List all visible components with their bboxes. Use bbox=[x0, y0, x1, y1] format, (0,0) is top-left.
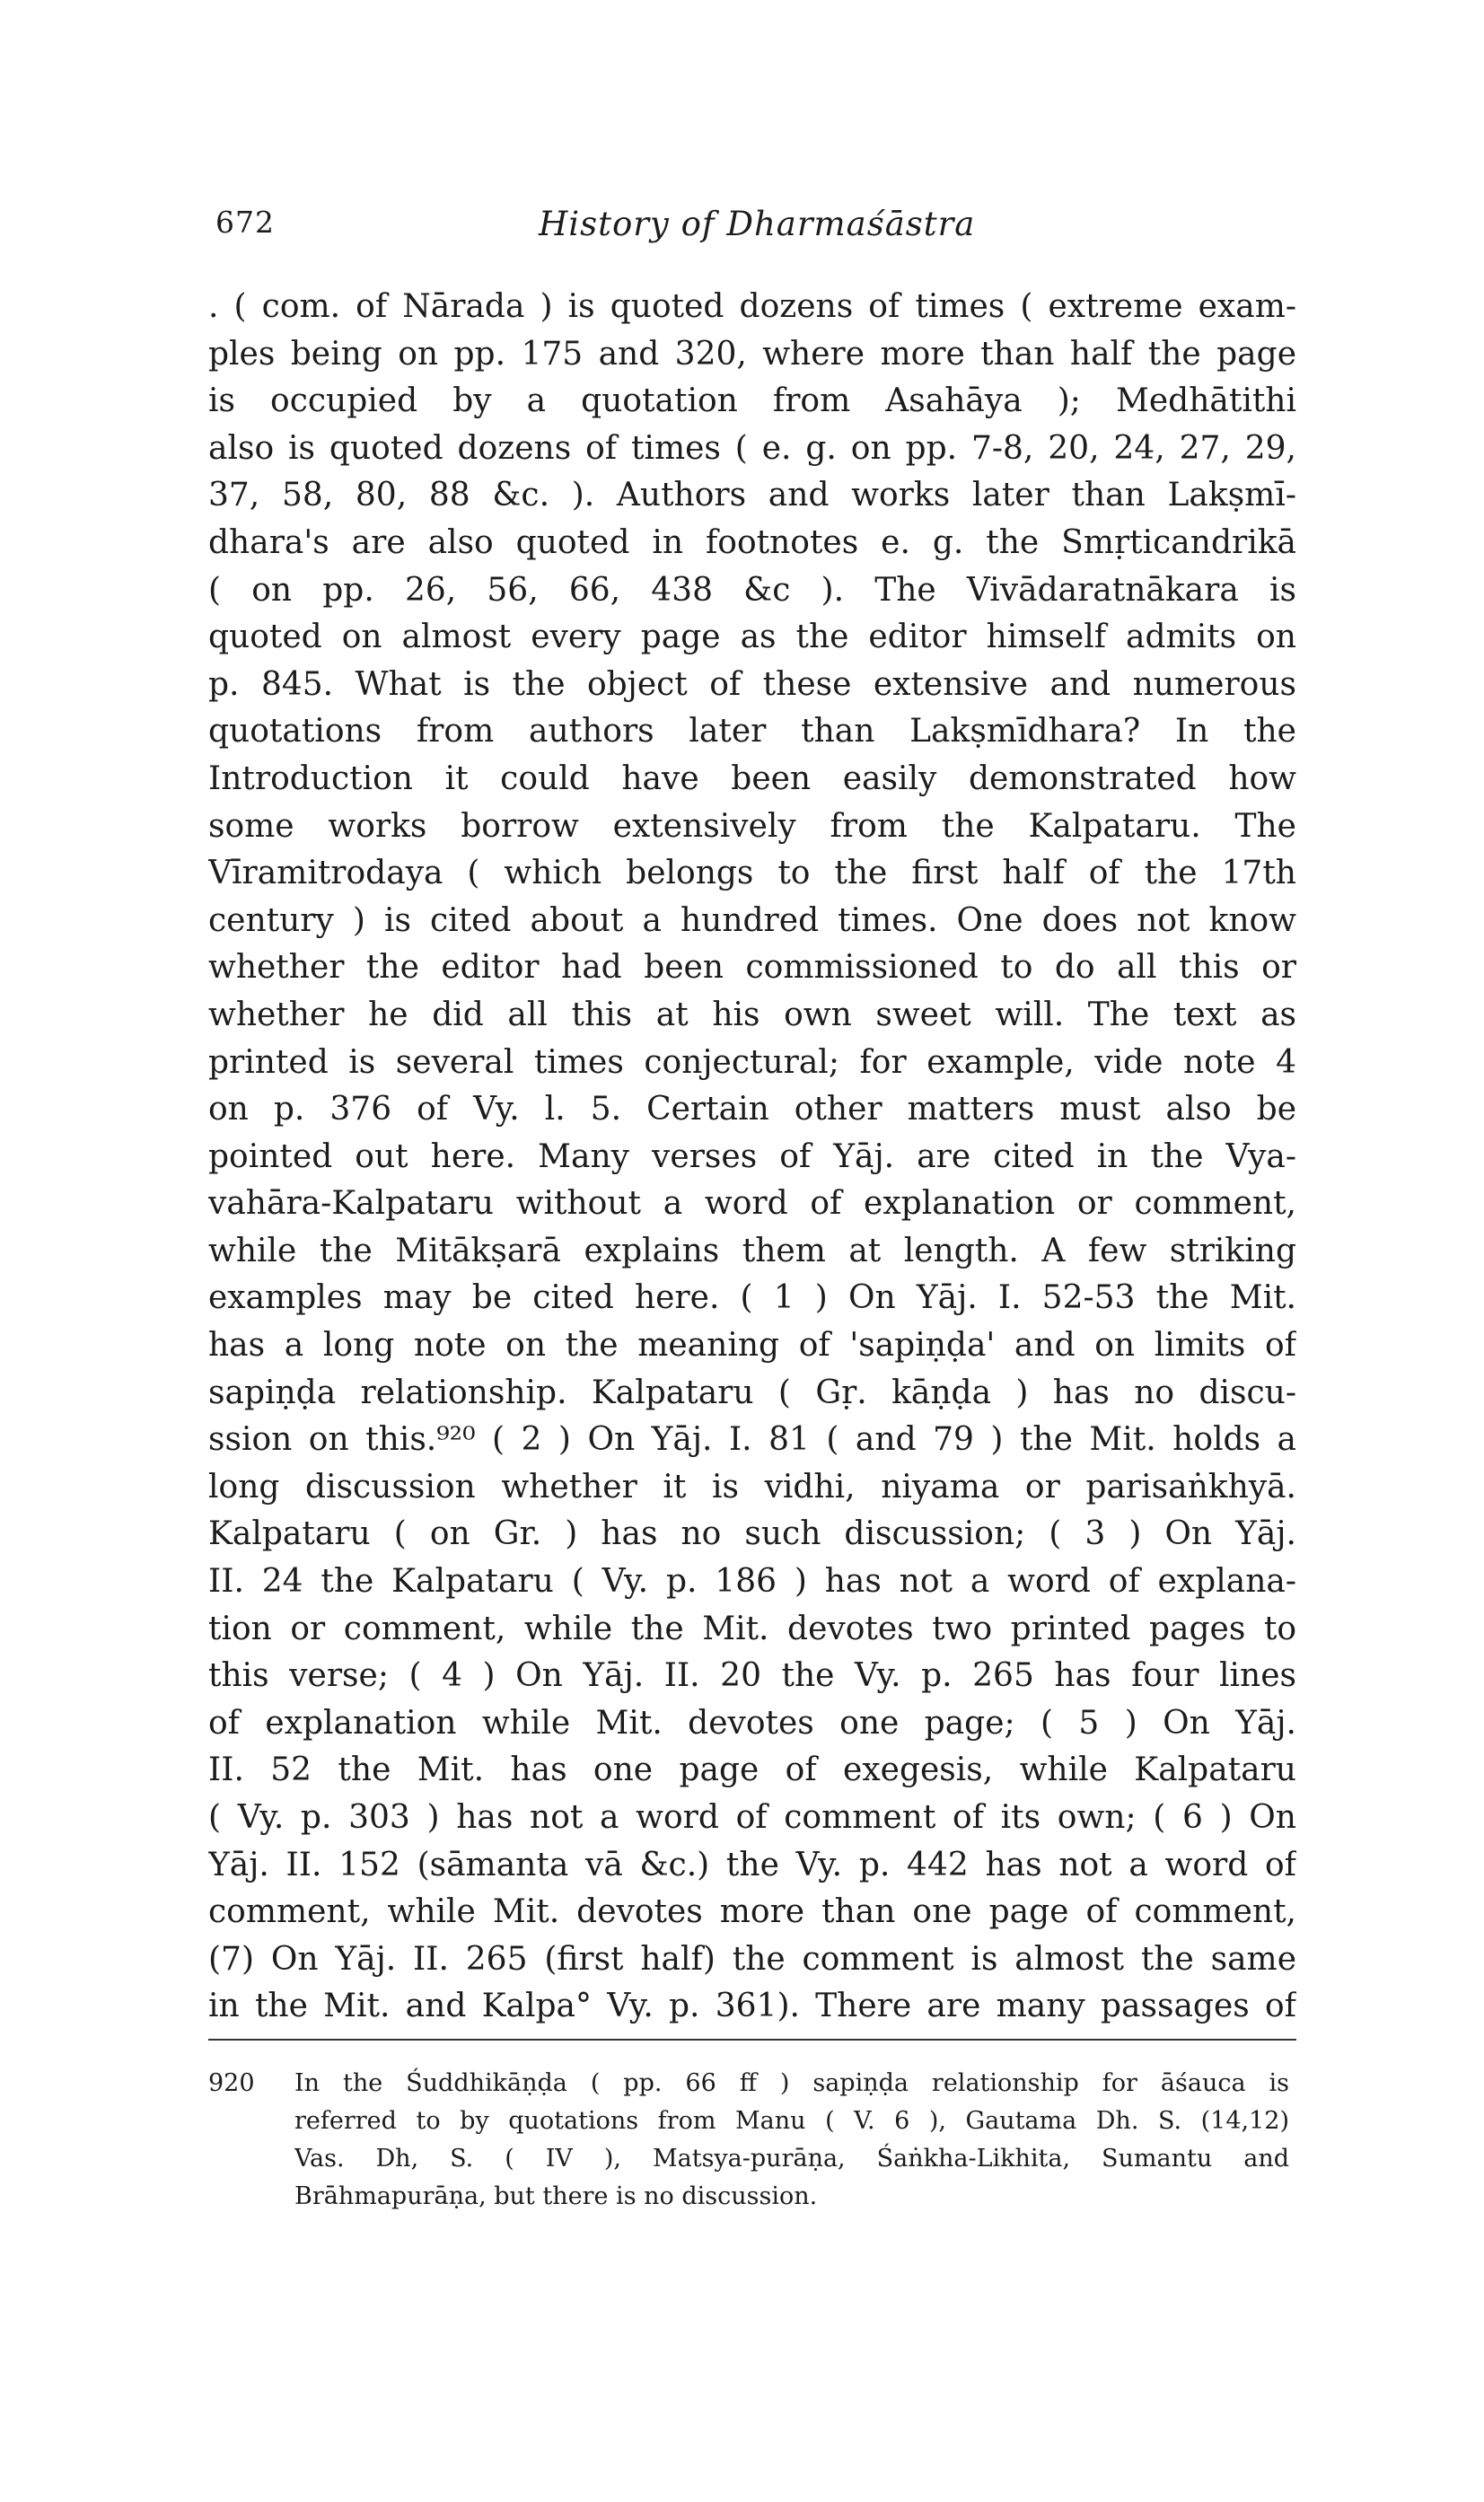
footnote-line: Brāhmapurāṇa, but there is no discussion. bbox=[294, 2182, 818, 2210]
footnote-line: referred to by quotations from Manu ( V. 6 ), Gautama Dh. S. (14,12) bbox=[294, 2107, 1289, 2135]
text-line: while the Mitākṣarā explains them at length. A few striking bbox=[208, 1232, 1296, 1269]
text-line: Yāj. II. 152 (sāmanta vā &c.) the Vy. p. 442 has not a word of bbox=[208, 1846, 1296, 1883]
page-number: 672 bbox=[215, 205, 275, 240]
footnote-line: In the Śuddhikāṇḍa ( pp. 66 ff ) sapiṇḍa relationship for āśauca is bbox=[294, 2069, 1289, 2097]
text-line: on p. 376 of Vy. l. 5. Certain other matters must also be bbox=[208, 1091, 1296, 1128]
text-line: Introduction it could have been easily demonstrated how bbox=[208, 759, 1296, 797]
text-line: printed is several times conjectural; for example, vide note 4 bbox=[208, 1043, 1296, 1081]
text-line: some works borrow extensively from the Kalpataru. The bbox=[208, 807, 1296, 845]
text-line: is occupied by a quotation from Asahāya ); Medhātithi bbox=[208, 382, 1296, 420]
page-header bbox=[215, 205, 1284, 259]
text-line: quoted on almost every page as the editor himself admits on bbox=[208, 619, 1296, 656]
text-line: tion or comment, while the Mit. devotes two printed pages to bbox=[208, 1610, 1296, 1647]
text-line: ples being on pp. 175 and 320, where more than half the page bbox=[208, 335, 1296, 373]
text-line: comment, while Mit. devotes more than one page of comment, bbox=[208, 1893, 1296, 1931]
footnote-number: 920 bbox=[208, 2069, 255, 2097]
text-line: of explanation while Mit. devotes one page; ( 5 ) On Yāj. bbox=[208, 1704, 1296, 1742]
text-line: quotations from authors later than Lakṣmīdhara? In the bbox=[208, 713, 1296, 751]
text-line: Kalpataru ( on Gr. ) has no such discussion; ( 3 ) On Yāj. bbox=[208, 1515, 1296, 1553]
text-line: whether he did all this at his own sweet will. The text as bbox=[208, 996, 1296, 1033]
text-line: Vīramitrodaya ( which belongs to the first half of the 17th bbox=[208, 855, 1296, 892]
footnote-divider bbox=[208, 2039, 1296, 2041]
text-line: vahāra-Kalpataru without a word of explanation or comment, bbox=[208, 1185, 1296, 1223]
text-line: p. 845. What is the object of these extensive and numerous bbox=[208, 665, 1296, 703]
footnote-text bbox=[294, 2065, 1289, 2216]
text-line: also is quoted dozens of times ( e. g. on pp. 7-8, 20, 24, 27, 29, bbox=[208, 429, 1296, 467]
text-line: dhara's are also quoted in footnotes e. g. the Smṛticandrikā bbox=[208, 523, 1296, 561]
text-line: examples may be cited here. ( 1 ) On Yāj. I. 52-53 the Mit. bbox=[208, 1279, 1296, 1317]
text-line: (7) On Yāj. II. 265 (first half) the comment is almost the same bbox=[208, 1940, 1296, 1978]
text-line: this verse; ( 4 ) On Yāj. II. 20 the Vy. p. 265 has four lines bbox=[208, 1657, 1296, 1695]
text-line: has a long note on the meaning of 'sapiṇḍa' and on limits of bbox=[208, 1327, 1296, 1365]
text-line: II. 52 the Mit. has one page of exegesis, while Kalpataru bbox=[208, 1751, 1296, 1789]
text-line: ssion on this.⁹²⁰ ( 2 ) On Yāj. I. 81 ( and 79 ) the Mit. holds a bbox=[208, 1421, 1296, 1459]
text-line: II. 24 the Kalpataru ( Vy. p. 186 ) has not a word of explana- bbox=[208, 1563, 1296, 1601]
text-line: . ( com. of Nārada ) is quoted dozens of times ( extreme exam- bbox=[208, 288, 1296, 325]
text-line: ( Vy. p. 303 ) has not a word of comment of its own; ( 6 ) On bbox=[208, 1799, 1296, 1836]
text-line: 37, 58, 80, 88 &c. ). Authors and works later than Lakṣmī- bbox=[208, 477, 1296, 514]
footnote-line: Vas. Dh, S. ( IV ), Matsya-purāṇa, Śaṅkha-Likhita, Sumantu and bbox=[294, 2145, 1289, 2173]
running-title: History of Dharmaśāstra bbox=[539, 205, 976, 243]
text-line: pointed out here. Many verses of Yāj. are cited in the Vya- bbox=[208, 1137, 1296, 1175]
text-line: long discussion whether it is vidhi, niyama or parisaṅkhyā. bbox=[208, 1468, 1296, 1506]
main-text bbox=[208, 284, 1296, 2031]
text-line: sapiṇḍa relationship. Kalpataru ( Gṛ. kāṇḍa ) has no discu- bbox=[208, 1374, 1296, 1411]
text-line: in the Mit. and Kalpa° Vy. p. 361). There are many passages of bbox=[208, 1988, 1296, 2025]
text-line: ( on pp. 26, 56, 66, 438 &c ). The Vivādaratnākara is bbox=[208, 571, 1296, 609]
text-line: whether the editor had been commissioned to do all this or bbox=[208, 949, 1296, 987]
text-line: century ) is cited about a hundred times. One does not know bbox=[208, 901, 1296, 939]
